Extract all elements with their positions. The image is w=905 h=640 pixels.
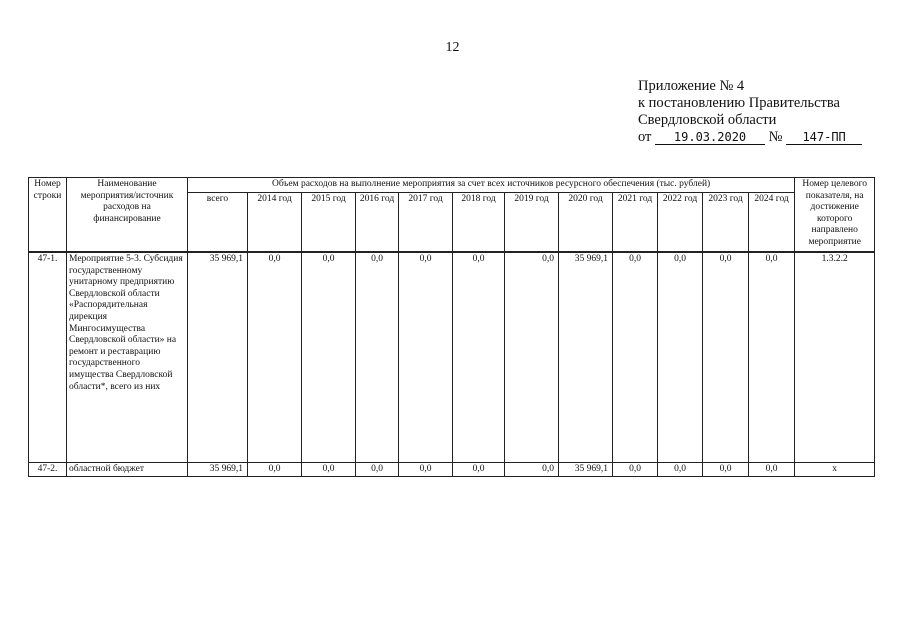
header-event-name: Наименование мероприятия/источник расходов на финансирование (67, 178, 188, 253)
row-value: 0,0 (613, 462, 658, 477)
header-year: 2021 год (613, 192, 658, 252)
row-value: 0,0 (505, 252, 559, 462)
expenses-table (28, 177, 875, 477)
row-total: 35 969,1 (188, 252, 248, 462)
number-prefix: № (768, 129, 783, 145)
header-year: 2022 год (658, 192, 703, 252)
row-value: 0,0 (302, 462, 356, 477)
header-year: 2024 год (749, 192, 795, 252)
row-number: 47-1. (29, 252, 67, 462)
row-value: 0,0 (703, 252, 749, 462)
appendix-date-line (638, 129, 862, 146)
row-value: 0,0 (399, 462, 453, 477)
appendix-block (638, 78, 862, 146)
row-value: 0,0 (453, 252, 505, 462)
row-target: 1.3.2.2 (795, 252, 875, 462)
row-name: Мероприятие 5-3. Субсидия государственному унитарному предприятию Свердловской области «Распорядительная дирекция Мингосимущества Свердловской области» на ремонт и реставрацию государственного имущества Свердловской области*, всего из них (67, 252, 188, 462)
header-year: 2015 год (302, 192, 356, 252)
page-number: 12 (445, 40, 460, 55)
date-prefix: от (638, 129, 652, 145)
row-value: 0,0 (505, 462, 559, 477)
row-value: 0,0 (453, 462, 505, 477)
row-value: 0,0 (399, 252, 453, 462)
row-value: 0,0 (248, 462, 302, 477)
header-year: 2018 год (453, 192, 505, 252)
row-name: областной бюджет (67, 462, 188, 477)
row-value: 0,0 (356, 252, 399, 462)
row-value: 0,0 (658, 252, 703, 462)
appendix-title: Приложение № 4 (638, 78, 745, 94)
row-target: х (795, 462, 875, 477)
resolution-number: 147-ПП (786, 131, 862, 145)
row-value: 0,0 (749, 252, 795, 462)
appendix-resolution: к постановлению Правительства (638, 95, 840, 111)
header-year: 2020 год (559, 192, 613, 252)
header-expenses: Объем расходов на выполнение мероприятия за счет всех источников ресурсного обеспечения (тыс. рублей) (188, 178, 795, 193)
header-year: 2014 год (248, 192, 302, 252)
row-total: 35 969,1 (188, 462, 248, 477)
row-value: 35 969,1 (559, 252, 613, 462)
row-value: 0,0 (613, 252, 658, 462)
row-value: 0,0 (248, 252, 302, 462)
row-value: 0,0 (749, 462, 795, 477)
header-year: 2019 год (505, 192, 559, 252)
header-year: 2023 год (703, 192, 749, 252)
row-value: 0,0 (356, 462, 399, 477)
header-total: всего (188, 192, 248, 252)
resolution-date: 19.03.2020 (655, 131, 765, 145)
header-year: 2016 год (356, 192, 399, 252)
row-value: 35 969,1 (559, 462, 613, 477)
table-row (29, 252, 875, 462)
row-value: 0,0 (658, 462, 703, 477)
header-row-number: Номер строки (29, 178, 67, 253)
row-number: 47-2. (29, 462, 67, 477)
appendix-region: Свердловской области (638, 112, 777, 128)
row-value: 0,0 (703, 462, 749, 477)
table-row (29, 462, 875, 477)
header-target: Номер целевого показателя, на достижение которого направлено мероприятие (795, 178, 875, 253)
header-year: 2017 год (399, 192, 453, 252)
row-value: 0,0 (302, 252, 356, 462)
